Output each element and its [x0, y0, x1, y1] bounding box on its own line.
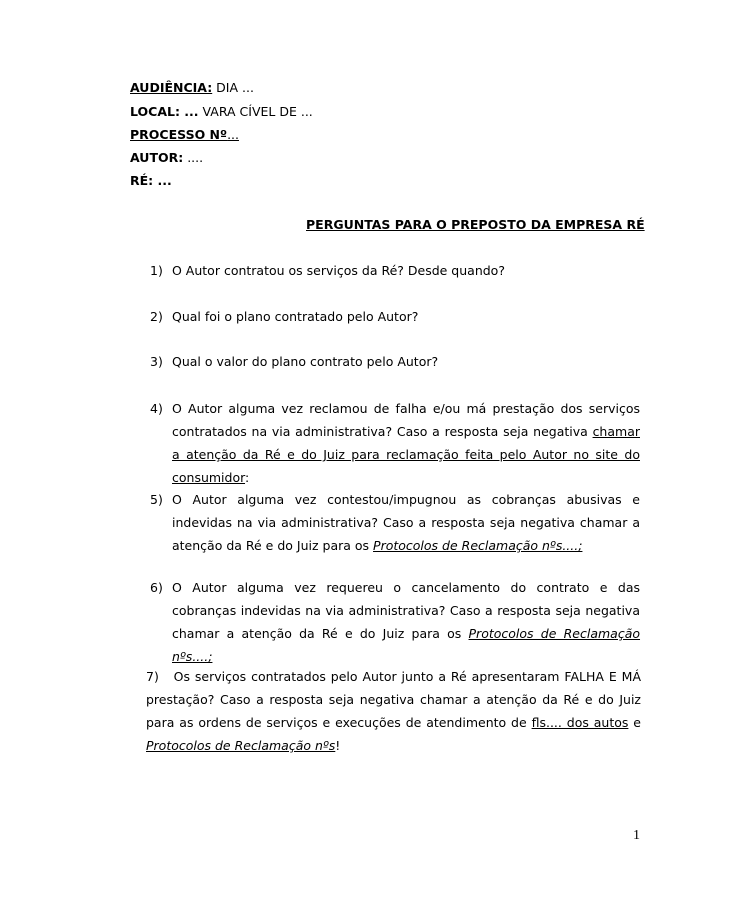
page-title: PERGUNTAS PARA O PREPOSTO DA EMPRESA RÉ — [306, 217, 645, 232]
local-value: VARA CÍVEL DE ... — [198, 104, 313, 119]
autor-value: .... — [183, 150, 204, 165]
processo-line — [130, 127, 239, 143]
page-number: 1 — [633, 828, 640, 843]
question-3 — [150, 350, 640, 373]
question-text: Os serviços contratados pelo Autor junto a Ré apresentaram FALHA E MÁ prestação? Caso a resposta seja negativa chamar a atenção da Ré e do Juiz para as ordens de serviços e execuções de atendimento de — [146, 669, 642, 730]
audiencia-label: AUDIÊNCIA: — [130, 80, 213, 95]
question-highlight: chamar a atenção da Ré e do Juiz para reclamação feita pelo Autor no site do consumidor — [172, 424, 640, 485]
question-7 — [146, 665, 641, 757]
question-5 — [150, 488, 640, 557]
local-label: LOCAL: ... — [130, 104, 199, 119]
question-number: 5) — [150, 492, 163, 507]
question-text: O Autor alguma vez reclamou de falha e/ou má prestação dos serviços contratados na via administrativa? Caso a resposta seja negativa — [172, 401, 640, 439]
question-number: 4) — [150, 401, 163, 416]
protocolos-reference: Protocolos de Reclamação nºs — [146, 738, 336, 753]
question-body — [172, 576, 640, 668]
protocolos-reference: Protocolos de Reclamação nºs....; — [172, 626, 641, 664]
question-text: O Autor alguma vez contestou/impugnou as cobranças abusivas e indevidas na via administrativa? Caso a resposta seja negativa chamar a atenção da Ré e do Juiz para os — [172, 492, 640, 553]
processo-label: PROCESSO Nº — [130, 127, 228, 142]
audiencia-value: DIA ... — [212, 80, 254, 95]
question-2 — [150, 305, 640, 328]
question-text: Qual foi o plano contratado pelo Autor? — [172, 309, 419, 324]
question-number: 7) — [146, 669, 159, 684]
re-label: RÉ: ... — [130, 173, 172, 188]
question-text: O Autor alguma vez requereu o cancelamento do contrato e das cobranças indevidas na via administrativa? Caso a resposta seja negativa chamar a atenção da Ré e do Juiz para os — [172, 580, 640, 641]
question-number: 3) — [150, 354, 163, 369]
question-text: Qual o valor do plano contrato pelo Autor? — [172, 354, 439, 369]
autor-label: AUTOR: — [130, 150, 184, 165]
fls-reference: fls.... dos autos — [531, 715, 629, 730]
question-4 — [150, 397, 640, 489]
re-line — [130, 173, 172, 189]
question-body — [172, 488, 640, 557]
question-mid: e — [628, 715, 641, 730]
audiencia-line — [130, 80, 254, 96]
question-number: 1) — [150, 263, 163, 278]
question-1 — [150, 259, 640, 282]
processo-value: ... — [227, 127, 239, 142]
question-text: O Autor contratou os serviços da Ré? Desde quando? — [172, 263, 505, 278]
question-number: 6) — [150, 580, 163, 595]
protocolos-reference: Protocolos de Reclamação nºs....; — [373, 538, 583, 553]
question-number: 2) — [150, 309, 163, 324]
question-body — [172, 397, 640, 489]
question-end: ! — [335, 738, 341, 753]
autor-line — [130, 150, 203, 166]
question-6 — [150, 576, 640, 668]
local-line — [130, 104, 313, 120]
question-end: : — [245, 470, 250, 485]
